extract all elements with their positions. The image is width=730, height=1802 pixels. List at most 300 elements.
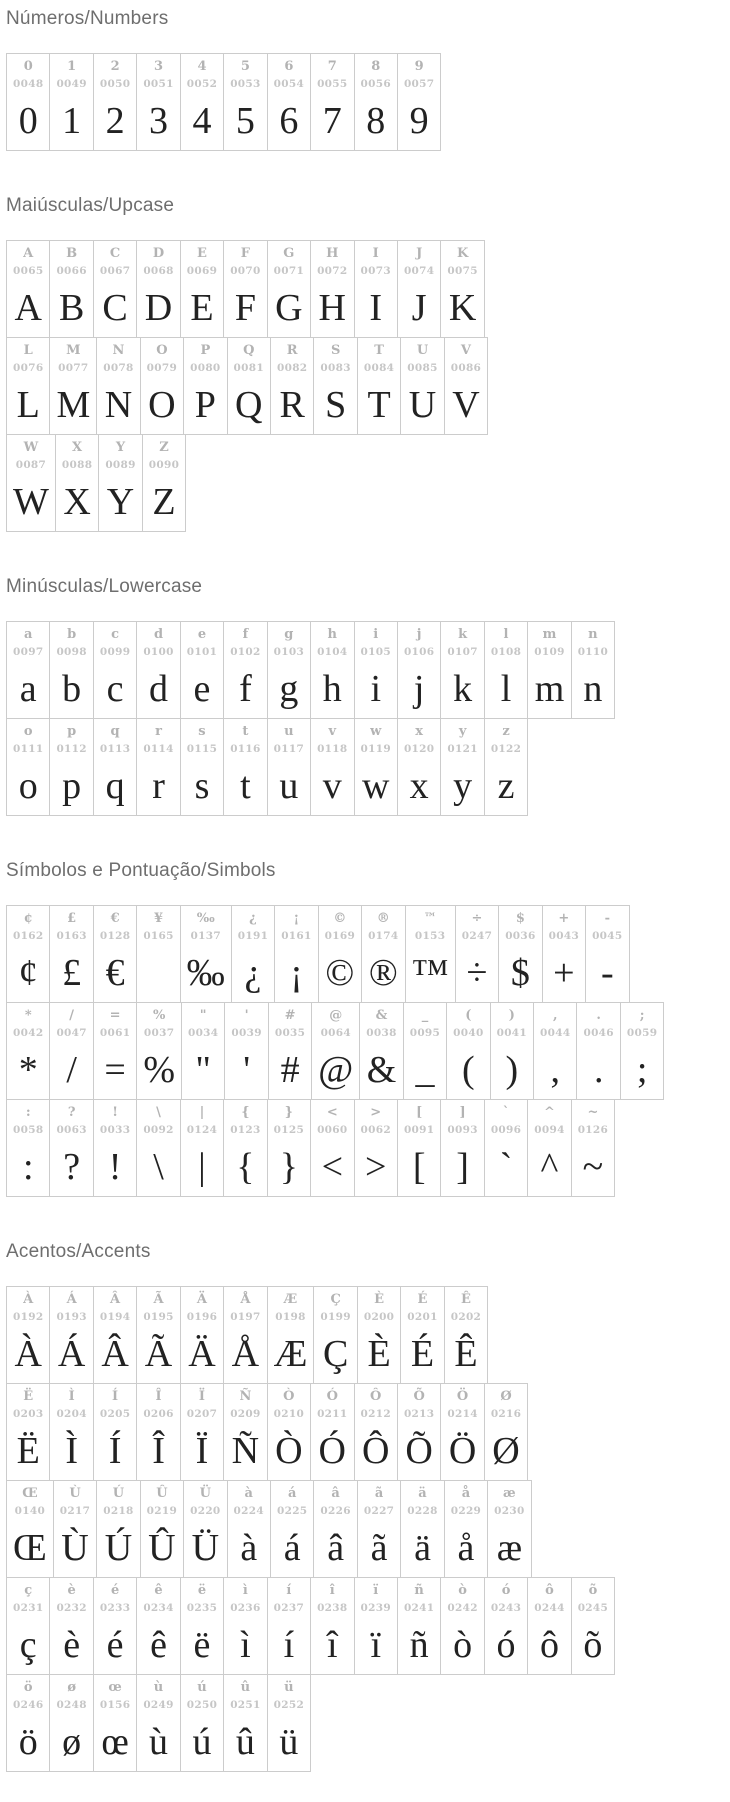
glyph-code-label: 0093 [447,1124,478,1136]
glyph-preview: B [58,287,85,329]
glyph-cell [487,1481,530,1577]
glyph-preview: € [105,952,125,994]
glyph-cell [318,906,361,1002]
glyph-code-label: 0200 [363,1311,395,1323]
glyph-preview: ] [456,1146,469,1188]
glyph-row-line [6,1384,730,1481]
glyph-preview: / [66,1049,77,1091]
glyph-code-label: 0041 [496,1027,528,1039]
glyph-code-label: 0209 [230,1408,261,1420]
glyph-char-label: [ [416,1105,423,1120]
glyph-code-label: 0058 [13,1124,44,1136]
glyph-preview: d [149,668,169,710]
glyph-char-label: Ì [68,1389,75,1404]
glyph-char-label: ¥ [154,911,164,926]
glyph-row [6,337,488,435]
glyph-code-label: 0120 [403,743,435,755]
glyph-char-label: O [156,343,168,358]
glyph-preview: ì [240,1624,251,1666]
glyph-cell [490,1003,533,1099]
glyph-cell [354,622,397,718]
glyph-preview: ç [19,1624,37,1666]
glyph-code-label: 0193 [56,1311,87,1323]
glyph-preview: f [239,668,252,710]
glyph-cell [49,719,92,815]
glyph-char-label: Ë [23,1389,34,1404]
glyph-code-label: 0052 [186,78,218,90]
glyph-code-label: 0243 [490,1602,522,1614]
glyph-preview: Ë [16,1430,40,1472]
glyph-cell [440,241,483,337]
glyph-char-label: ? [67,1105,76,1120]
glyph-char-label: | [199,1105,205,1120]
glyph-preview: Â [101,1333,129,1375]
glyph-code-label: 0126 [577,1124,609,1136]
section-title: Acentos/Accents [6,1241,151,1262]
glyph-code-label: 0045 [592,930,623,942]
glyph-code-label: 0201 [407,1311,438,1323]
glyph-cell [498,906,541,1002]
glyph-cell [446,1003,489,1099]
glyph-code-label: 0113 [99,743,131,755]
glyph-code-label: 0078 [103,362,134,374]
glyph-cell [403,1003,446,1099]
glyph-char-label: m [542,627,557,642]
glyph-code-label: 0228 [407,1505,438,1517]
glyph-code-label: 0226 [320,1505,351,1517]
glyph-preview: ( [462,1049,475,1091]
glyph-preview: Ü [191,1527,220,1569]
glyph-table [6,241,730,532]
glyph-preview: T [367,384,391,426]
glyph-code-label: 0050 [99,78,131,90]
glyph-char-label: j [416,627,422,642]
glyph-preview: Y [106,481,135,523]
glyph-code-label: 0249 [143,1699,174,1711]
glyph-code-label: 0162 [13,930,44,942]
glyph-char-label: Ø [500,1389,512,1404]
glyph-char-label: ` [502,1105,510,1120]
glyph-preview: , [550,1049,560,1091]
glyph-code-label: 0043 [548,930,580,942]
glyph-cell [357,1287,400,1383]
glyph-code-label: 0203 [13,1408,44,1420]
glyph-cell [533,1003,576,1099]
glyph-preview: Æ [273,1333,308,1375]
glyph-char-label: b [67,627,77,642]
glyph-preview: m [534,668,565,710]
glyph-preview: ò [453,1624,473,1666]
glyph-code-label: 0114 [143,743,174,755]
glyph-char-label: 1 [67,59,77,74]
glyph-char-label: â [331,1486,340,1501]
glyph-cell [136,906,179,1002]
glyph-preview: à [240,1527,258,1569]
glyph-cell [180,1100,223,1196]
glyph-code-label: 0101 [186,646,218,658]
glyph-cell [576,1003,619,1099]
glyph-cell [270,338,313,434]
glyph-char-label: é [110,1583,120,1598]
glyph-code-label: 0198 [275,1311,306,1323]
glyph-code-label: 0062 [360,1124,391,1136]
glyph-cell [7,435,55,531]
glyph-preview: h [322,668,342,710]
glyph-preview: D [144,287,173,329]
glyph-char-label: < [326,1105,338,1120]
glyph-cell [7,1287,49,1383]
glyph-char-label: J [416,246,423,261]
glyph-code-label: 0197 [230,1311,261,1323]
glyph-char-label: % [152,1008,166,1023]
glyph-char-label: B [66,246,78,261]
glyph-cell [180,1384,223,1480]
glyph-preview: ; [636,1049,648,1091]
glyph-char-label: ó [501,1583,511,1598]
glyph-cell [444,338,487,434]
glyph-code-label: 0220 [190,1505,221,1517]
glyph-char-label: e [197,627,207,642]
glyph-char-label: á [287,1486,297,1501]
glyph-cell [53,1481,96,1577]
glyph-cell [7,241,49,337]
glyph-cell [267,1675,310,1771]
glyph-code-label: 0108 [490,646,522,658]
glyph-preview: > [365,1146,387,1188]
glyph-code-label: 0213 [403,1408,435,1420]
glyph-char-label: 8 [371,59,381,74]
glyph-cell [267,1287,314,1383]
glyph-row-line [6,1100,730,1197]
glyph-code-label: 0105 [360,646,391,658]
glyph-preview: G [275,287,303,329]
glyph-char-label: K [456,246,469,261]
glyph-cell [267,1384,310,1480]
glyph-cell [357,338,400,434]
glyph-code-label: 0116 [230,743,261,755]
glyph-preview: Q [235,384,263,426]
glyph-code-label: 0140 [14,1505,46,1517]
glyph-code-label: 0033 [99,1124,131,1136]
glyph-cell [49,338,96,434]
glyph-preview: \ [153,1146,164,1188]
glyph-cell [313,1287,356,1383]
glyph-row-line [6,1578,730,1675]
glyph-code-label: 0049 [56,78,87,90]
glyph-preview: Ï [195,1430,209,1472]
glyph-section-symbols [6,860,730,1197]
glyph-preview: È [367,1333,391,1375]
glyph-char-label: ~ [587,1105,599,1120]
glyph-code-label: 0169 [324,930,356,942]
glyph-cell [354,54,397,150]
glyph-code-label: 0204 [56,1408,87,1420]
glyph-char-label: 5 [240,59,250,74]
glyph-cell [357,1481,400,1577]
glyph-code-label: 0205 [99,1408,131,1420]
glyph-char-label: : [25,1105,31,1120]
glyph-char-label: \ [156,1105,161,1120]
glyph-cell [484,1100,527,1196]
glyph-char-label: 3 [154,59,164,74]
glyph-code-label: 0046 [583,1027,614,1039]
glyph-cell [267,54,310,150]
glyph-cell [136,1384,179,1480]
glyph-code-label: 0076 [13,362,44,374]
glyph-row [6,621,615,719]
glyph-preview: U [408,384,437,426]
glyph-cell [180,241,223,337]
glyph-char-label: n [588,627,598,642]
character-map [6,8,730,1772]
glyph-code-label: 0069 [186,265,218,277]
glyph-char-label: È [374,1292,385,1307]
glyph-code-label: 0247 [461,930,493,942]
glyph-preview: ñ [409,1624,429,1666]
glyph-char-label: õ [588,1583,598,1598]
glyph-cell [267,719,310,815]
glyph-preview: ! [108,1146,122,1188]
glyph-cell [310,241,353,337]
glyph-char-label: a [24,627,33,642]
glyph-char-label: . [596,1008,601,1023]
glyph-code-label: 0097 [13,646,44,658]
glyph-code-label: 0196 [186,1311,218,1323]
glyph-row [6,1674,311,1772]
glyph-preview: b [62,668,82,710]
glyph-code-label: 0100 [143,646,174,658]
glyph-cell [7,1675,49,1771]
glyph-code-label: 0077 [58,362,89,374]
glyph-cell [136,1287,179,1383]
glyph-cell [98,435,141,531]
glyph-char-label: ( [465,1008,472,1023]
glyph-preview: ' [243,1049,251,1091]
glyph-cell [267,241,310,337]
glyph-char-label: V [460,343,471,358]
glyph-cell [440,622,483,718]
glyph-preview: ü [279,1721,299,1763]
glyph-code-label: 0195 [143,1311,174,1323]
glyph-char-label: Ê [460,1292,471,1307]
glyph-preview: Í [108,1430,122,1472]
glyph-code-label: 0246 [13,1699,44,1711]
glyph-char-label: ‰ [196,911,215,926]
glyph-preview: j [413,668,425,710]
glyph-code-label: 0124 [186,1124,218,1136]
glyph-cell [180,719,223,815]
glyph-char-label: i [373,627,379,642]
glyph-char-label: Ò [283,1389,295,1404]
glyph-cell [180,1578,223,1674]
glyph-code-label: 0063 [56,1124,87,1136]
glyph-code-label: 0174 [368,930,399,942]
glyph-char-label: S [330,343,341,358]
glyph-code-label: 0199 [320,1311,351,1323]
glyph-cell [7,1384,49,1480]
glyph-preview: l [500,668,512,710]
glyph-char-label: D [152,246,165,261]
glyph-cell [55,435,98,531]
glyph-cell [400,338,443,434]
glyph-cell [397,1578,440,1674]
glyph-char-label: @ [329,1008,343,1023]
glyph-char-label: d [153,627,164,642]
glyph-cell [93,719,136,815]
glyph-cell [400,1481,443,1577]
glyph-code-label: 0071 [273,265,305,277]
glyph-preview: 0 [18,100,38,142]
glyph-char-label: à [244,1486,253,1501]
glyph-cell [527,1578,570,1674]
glyph-cell [223,719,266,815]
glyph-row [6,905,630,1003]
glyph-char-label: © [333,911,347,926]
glyph-code-label: 0072 [317,265,348,277]
glyph-cell [223,1100,266,1196]
glyph-code-label: 0109 [534,646,565,658]
glyph-code-label: 0161 [281,930,312,942]
glyph-cell [49,906,92,1002]
glyph-cell [400,1287,443,1383]
glyph-code-label: 0224 [233,1505,264,1517]
glyph-code-label: 0232 [56,1602,87,1614]
glyph-preview: é [106,1624,124,1666]
glyph-char-label: Ñ [239,1389,252,1404]
glyph-row-line [6,338,730,435]
glyph-preview: Õ [405,1430,433,1472]
glyph-code-label: 0192 [13,1311,44,1323]
glyph-cell [223,1675,266,1771]
glyph-row-line [6,1003,730,1100]
glyph-cell [136,719,179,815]
glyph-preview: R [279,384,305,426]
glyph-code-label: 0083 [320,362,351,374]
glyph-char-label: P [200,343,211,358]
glyph-cell [49,1100,92,1196]
glyph-code-label: 0219 [146,1505,178,1517]
glyph-cell [310,719,353,815]
glyph-preview: F [234,287,256,329]
glyph-code-label: 0079 [146,362,178,374]
glyph-char-label: Ù [69,1486,81,1501]
glyph-code-label: 0088 [61,459,93,471]
glyph-char-label: k [458,627,468,642]
glyph-preview: æ [496,1527,523,1569]
glyph-cell [142,435,185,531]
glyph-cell [354,241,397,337]
glyph-cell [180,1675,223,1771]
glyph-cell [571,622,614,718]
glyph-cell [440,719,483,815]
glyph-cell [359,1003,402,1099]
glyph-preview: u [279,765,299,807]
glyph-char-label: ¢ [23,911,33,926]
glyph-section-numbers [6,8,730,151]
glyph-char-label: , [552,1008,558,1023]
glyph-char-label: ù [153,1680,164,1695]
glyph-preview: Ô [361,1430,390,1472]
glyph-preview: z [497,765,515,807]
glyph-char-label: # [284,1008,296,1023]
glyph-preview: ä [414,1527,431,1569]
glyph-code-label: 0035 [274,1027,306,1039]
glyph-cell [310,1100,353,1196]
glyph-code-label: 0107 [447,646,478,658]
glyph-code-label: 0065 [13,265,44,277]
glyph-char-label: 9 [414,59,424,74]
glyph-code-label: 0242 [447,1602,478,1614]
glyph-char-label: _ [421,1008,429,1023]
glyph-cell [310,1578,353,1674]
glyph-row [6,1577,615,1675]
glyph-char-label: í [286,1583,292,1598]
glyph-cell [180,622,223,718]
glyph-char-label: ï [373,1583,379,1598]
glyph-preview: ó [496,1624,516,1666]
glyph-preview: â [327,1527,345,1569]
glyph-preview: e [193,668,211,710]
glyph-preview: ? [63,1146,81,1188]
glyph-code-label: 0106 [403,646,435,658]
glyph-char-label: Â [110,1292,121,1307]
glyph-char-label: 6 [284,59,294,74]
glyph-code-label: 0248 [56,1699,87,1711]
glyph-cell [7,906,49,1002]
glyph-char-label: ÷ [471,911,483,926]
glyph-char-label: ! [112,1105,118,1120]
glyph-char-label: Û [156,1486,168,1501]
glyph-char-label: Ó [326,1389,338,1404]
glyph-preview: Ò [275,1430,303,1472]
glyph-preview: å [457,1527,475,1569]
glyph-code-label: 0075 [447,265,478,277]
glyph-cell [455,906,498,1002]
glyph-cell [571,1578,614,1674]
glyph-char-label: å [461,1486,471,1501]
glyph-cell [7,338,49,434]
glyph-code-label: 0095 [409,1027,441,1039]
glyph-code-label: 0234 [143,1602,174,1614]
glyph-code-label: 0229 [450,1505,482,1517]
glyph-char-label: Z [159,440,169,455]
glyph-cell [484,1578,527,1674]
glyph-char-label: h [327,627,337,642]
glyph-preview: o [18,765,38,807]
glyph-code-label: 0252 [273,1699,305,1711]
glyph-code-label: 0056 [360,78,391,90]
glyph-preview: g [279,668,299,710]
glyph-char-label: r [155,724,162,739]
glyph-preview: ¿ [244,952,262,994]
glyph-char-label: > [370,1105,382,1120]
glyph-cell [49,241,92,337]
glyph-char-label: Ö [456,1389,469,1404]
glyph-cell [440,1578,483,1674]
glyph-code-label: 0034 [187,1027,219,1039]
glyph-preview: r [152,765,165,807]
glyph-cell [93,1384,136,1480]
glyph-code-label: 0064 [320,1027,351,1039]
glyph-code-label: 0104 [317,646,348,658]
glyph-preview: A [14,287,42,329]
glyph-char-label: U [416,343,429,358]
glyph-code-label: 0096 [490,1124,522,1136]
glyph-char-label: X [72,440,83,455]
glyph-preview: q [105,765,125,807]
glyph-code-label: 0118 [317,743,348,755]
glyph-cell [361,906,404,1002]
